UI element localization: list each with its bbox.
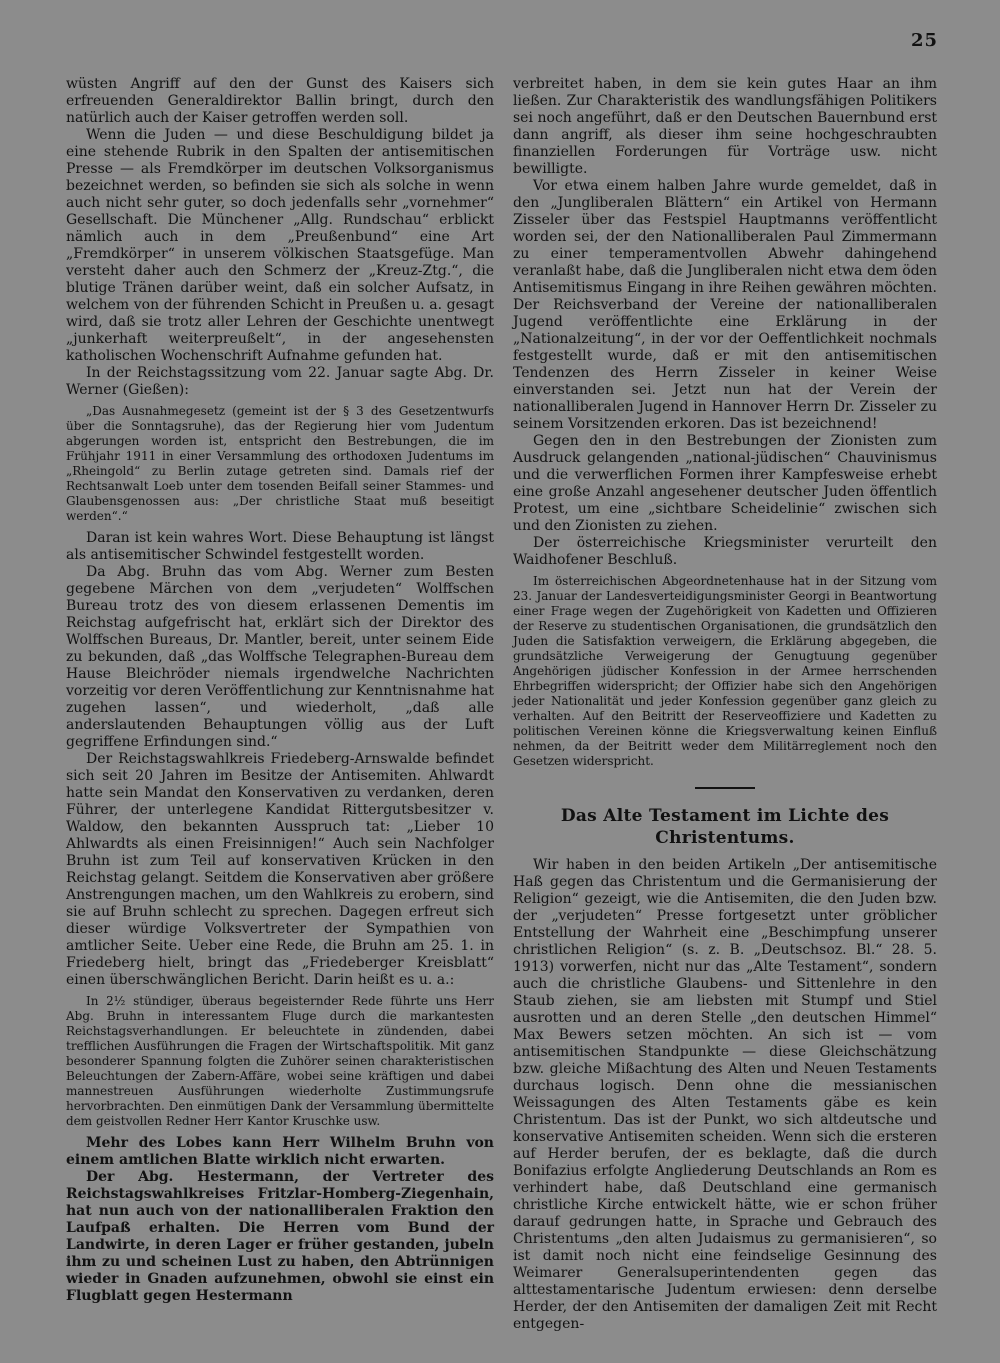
paragraph: Da Abg. Bruhn das vom Abg. Werner zum Besten gegebene Märchen von dem „verjudeten“ Wolffschen Bureau trotz des von diesem erlassenen Dementis im Reichstag aufgefrischt hat, erklärt sich der Direktor des Wolffschen Bureaus, Dr. Mantler, bereit, unter seinem Eide zu bekunden, daß „das Wolffsche Telegraphen-Bureau dem Hause Bleichröder niemals irgendwelche Nachrichten vorzeitig vor deren Veröffentlichung zur Kenntnisnahme hat zugehen lassen“, und wiederholt, „daß alle anderslautenden Behauptungen völlig aus der Luft gegriffene Erfindungen sind.“ — [66, 564, 494, 750]
paragraph: Daran ist kein wahres Wort. Diese Behauptung ist längst als antisemitischer Schwindel festgestellt worden. — [66, 530, 494, 563]
paragraph: Der österreichische Kriegsminister verurteilt den Waidhofener Beschluß. — [513, 535, 937, 568]
article-heading: Das Alte Testament im Lichte des Christentums. — [560, 806, 890, 848]
quote-paragraph: Im österreichischen Abgeordnetenhause hat in der Sitzung vom 23. Januar der Landesverteidigungsminister Georgi in Beantwortung einer Frage wegen der Zugehörigkeit von Kadetten und Offizieren der Reserve zu studentischen Organisationen, die grundsätzlich den Juden die Satisfaktion verweigern, die Erklärung abgegeben, die grundsätzliche Verweigerung der Genugtuung gegenüber Angehörigen jüdischer Konfession in der Armee herrschenden Ehrbegriffen widerspricht; der Offizier habe sich den Angehörigen jeder Nationalität und jeder Konfession gegenüber ganz gleich zu verhalten. Auf den Beitritt der Reserveoffiziere und Kadetten zu politischen Vereinen könne die Kriegsverwaltung keinen Einfluß nehmen, da der Beitritt weder dem Militärreglement noch den Gesetzen widerspricht. — [513, 574, 937, 768]
paragraph: Der Abg. Hestermann, der Vertreter des Reichstagswahlkreises Fritzlar-Homberg-Ziegenhain, hat nun auch von der nationalliberalen Fraktion den Laufpaß erhalten. Die Herren vom Bund der Landwirte, in deren Lager er früher gestanden, jubeln ihm zu und scheinen Lust zu haben, den Abtrünnigen wieder in Gnaden aufzunehmen, obwohl sie einst ein Flugblatt gegen Hestermann — [66, 1169, 494, 1304]
paragraph: wüsten Angriff auf den der Gunst des Kaisers sich erfreuenden Generaldirektor Ballin bringt, durch den natürlich auch der Kaiser getroffen werden soll. — [66, 76, 494, 126]
quote-paragraph: In 2½ stündiger, überaus begeisternder Rede führte uns Herr Abg. Bruhn in interessantem Fluge durch die markantesten Reichstagsverhandlungen. Er beleuchtete in zündenden, dabei trefflichen Ausführungen die Fragen der Wirtschaftspolitik. Mit ganz besonderer Spannung folgten die Zuhörer seinen charakteristischen Beleuchtungen der Zabern-Affäre, wobei seine kräftigen und dabei mannestreuen Ausführungen wiederholte Zustimmungsrufe hervorbrachten. Den einmütigen Dank der Versammlung übermittelte dem geistvollen Redner Herr Kantor Kruschke usw. — [66, 994, 494, 1128]
paragraph: verbreitet haben, in dem sie kein gutes Haar an ihm ließen. Zur Charakteristik des wandlungsfähigen Politikers sei noch angeführt, daß er den Deutschen Bauernbund erst dann angriff, als dieser ihm seine hochgeschraubten finanziellen Forderungen für Vorträge usw. nicht bewilligte. — [513, 76, 937, 177]
left-column — [66, 76, 494, 1305]
paragraph: Gegen den in den Bestrebungen der Zionisten zum Ausdruck gelangenden „national-jüdischen“ Chauvinismus und die verwerflichen Formen ihrer Kampfesweise erhebt eine große Anzahl angesehener deutscher Juden öffentlich Protest, um eine „sichtbare Scheidelinie“ zwischen sich und den Zionisten zu ziehen. — [513, 433, 937, 534]
paragraph: Wenn die Juden — und diese Beschuldigung bildet ja eine stehende Rubrik in den Spalten der antisemitischen Presse — als Fremdkörper im deutschen Volksorganismus bezeichnet werden, so befinden sie sich als solche in wenn auch nicht sehr guter, so doch jedenfalls sehr „vornehmer“ Gesellschaft. Die Münchener „Allg. Rundschau“ erblickt nämlich auch in dem „Preußenbund“ eine Art „Fremdkörper“ in unserem völkischen Staatsgefüge. Man versteht daher auch den Schmerz der „Kreuz-Ztg.“, die blutige Tränen darüber weint, daß ein solcher Aufsatz, in welchem von der führenden Schicht in Preußen u. a. gesagt wird, daß sie trotz aller Lehren der Geschichte unentwegt „junkerhaft weiterpreußelt“, in der angesehensten katholischen Wochenschrift Aufnahme gefunden hat. — [66, 127, 494, 364]
section-divider — [695, 787, 755, 789]
right-column — [513, 76, 937, 1333]
paragraph: In der Reichstagssitzung vom 22. Januar sagte Abg. Dr. Werner (Gießen): — [66, 365, 494, 398]
paragraph: Vor etwa einem halben Jahre wurde gemeldet, daß in den „Jungliberalen Blättern“ ein Artikel von Hermann Zisseler über das Festspiel Hauptmanns veröffentlicht worden sei, der den Nationalliberalen Paul Zimmermann zu einer temperamentvollen Abwehr dahingehend veranlaßt habe, daß die Jungliberalen nicht etwa dem öden Antisemitismus Eingang in ihre Reihen gewähren möchten. Der Reichsverband der Vereine der nationalliberalen Jugend veröffentlichte eine Erklärung in der „Nationalzeitung“, in der vor der Oeffentlichkeit nochmals festgestellt wurde, daß er mit den antisemitischen Tendenzen des Herrn Zisseler in keiner Weise einverstanden sei. Jetzt nun hat der Verein der nationalliberalen Jugend in Hannover Herrn Dr. Zisseler zu seinem Vorsitzenden erkoren. Das ist bezeichnend! — [513, 178, 937, 432]
paragraph: Der Reichstagswahlkreis Friedeberg-Arnswalde befindet sich seit 20 Jahren im Besitze der Antisemiten. Ahlwardt hatte sein Mandat den Konservativen zu verdanken, deren Führer, der unterlegene Kandidat Rittergutsbesitzer v. Waldow, den bekannten Ausspruch tat: „Lieber 10 Ahlwardts als einen Freisinnigen!“ Auch sein Nachfolger Bruhn ist zum Teil auf konservativen Krücken in den Reichstag gelangt. Seitdem die Konservativen aber größere Anstrengungen machen, um den Wahlkreis zu erobern, sind sie auf Bruhn schlecht zu sprechen. Dagegen erfreut sich dieser würdige Volksvertreter der Sympathien von amtlicher Seite. Ueber eine Rede, die Bruhn am 25. 1. in Friedeberg hielt, bringt das „Friedeberger Kreisblatt“ einen überschwänglichen Bericht. Darin heißt es u. a.: — [66, 751, 494, 988]
paragraph: Mehr des Lobes kann Herr Wilhelm Bruhn von einem amtlichen Blatte wirklich nicht erwarten. — [66, 1135, 494, 1168]
page-number: 25 — [910, 30, 938, 51]
quote-paragraph: „Das Ausnahmegesetz (gemeint ist der § 3 des Gesetzentwurfs über die Sonntagsruhe), das der Regierung hier vom Judentum abgerungen worden ist, entspricht den Bestrebungen, die im Frühjahr 1911 in einer Versammlung des orthodoxen Judentums im „Rheingold“ zu Berlin zutage getreten sind. Damals rief der Rechtsanwalt Loeb unter dem tosenden Beifall seiner Stammes- und Glaubensgenossen aus: „Der christliche Staat muß beseitigt werden“.“ — [66, 404, 494, 523]
paragraph: Wir haben in den beiden Artikeln „Der antisemitische Haß gegen das Christentum und die Germanisierung der Religion“ gezeigt, wie die Antisemiten, die den Juden bzw. der „verjudeten“ Presse fortgesetzt unter gröblicher Entstellung der Wahrheit eine „Beschimpfung unserer christlichen Religion“ (s. z. B. „Deutschsoz. Bl.“ 28. 5. 1913) vorwerfen, nicht nur das „Alte Testament“, sondern auch die christliche Glaubens- und Sittenlehre in den Staub ziehen, sie am liebsten mit Stumpf und Stiel ausrotten und an deren Stelle „den deutschen Himmel“ Max Bewers setzen möchten. An sich ist — vom antisemitischen Standpunkte — diese Gleichschätzung bzw. gleiche Mißachtung des Alten und Neuen Testaments durchaus logisch. Denn ohne die messianischen Weissagungen des Alten Testaments gäbe es kein Christentum. Das ist der Punkt, wo sich altdeutsche und konservative Antisemiten scheiden. Wenn sich die ersteren auf Herder berufen, der es beklagte, daß die durch Bonifazius erfolgte Angliederung Deutschlands an Rom es verhindert habe, daß Deutschland eine germanisch christliche Kirche entwickelt hätte, wie er schon früher darauf gedrungen hatte, in Sprache und Gebrauch des Christentums „den alten Judaismus zu germanisieren“, so ist damit noch nicht eine feindselige Gesinnung des Weimarer Generalsuperintendenten gegen das alttestamentarische Judentum erwiesen: denn derselbe Herder, der den Antisemiten der damaligen Zeit mit Recht entgegen- — [513, 857, 937, 1332]
